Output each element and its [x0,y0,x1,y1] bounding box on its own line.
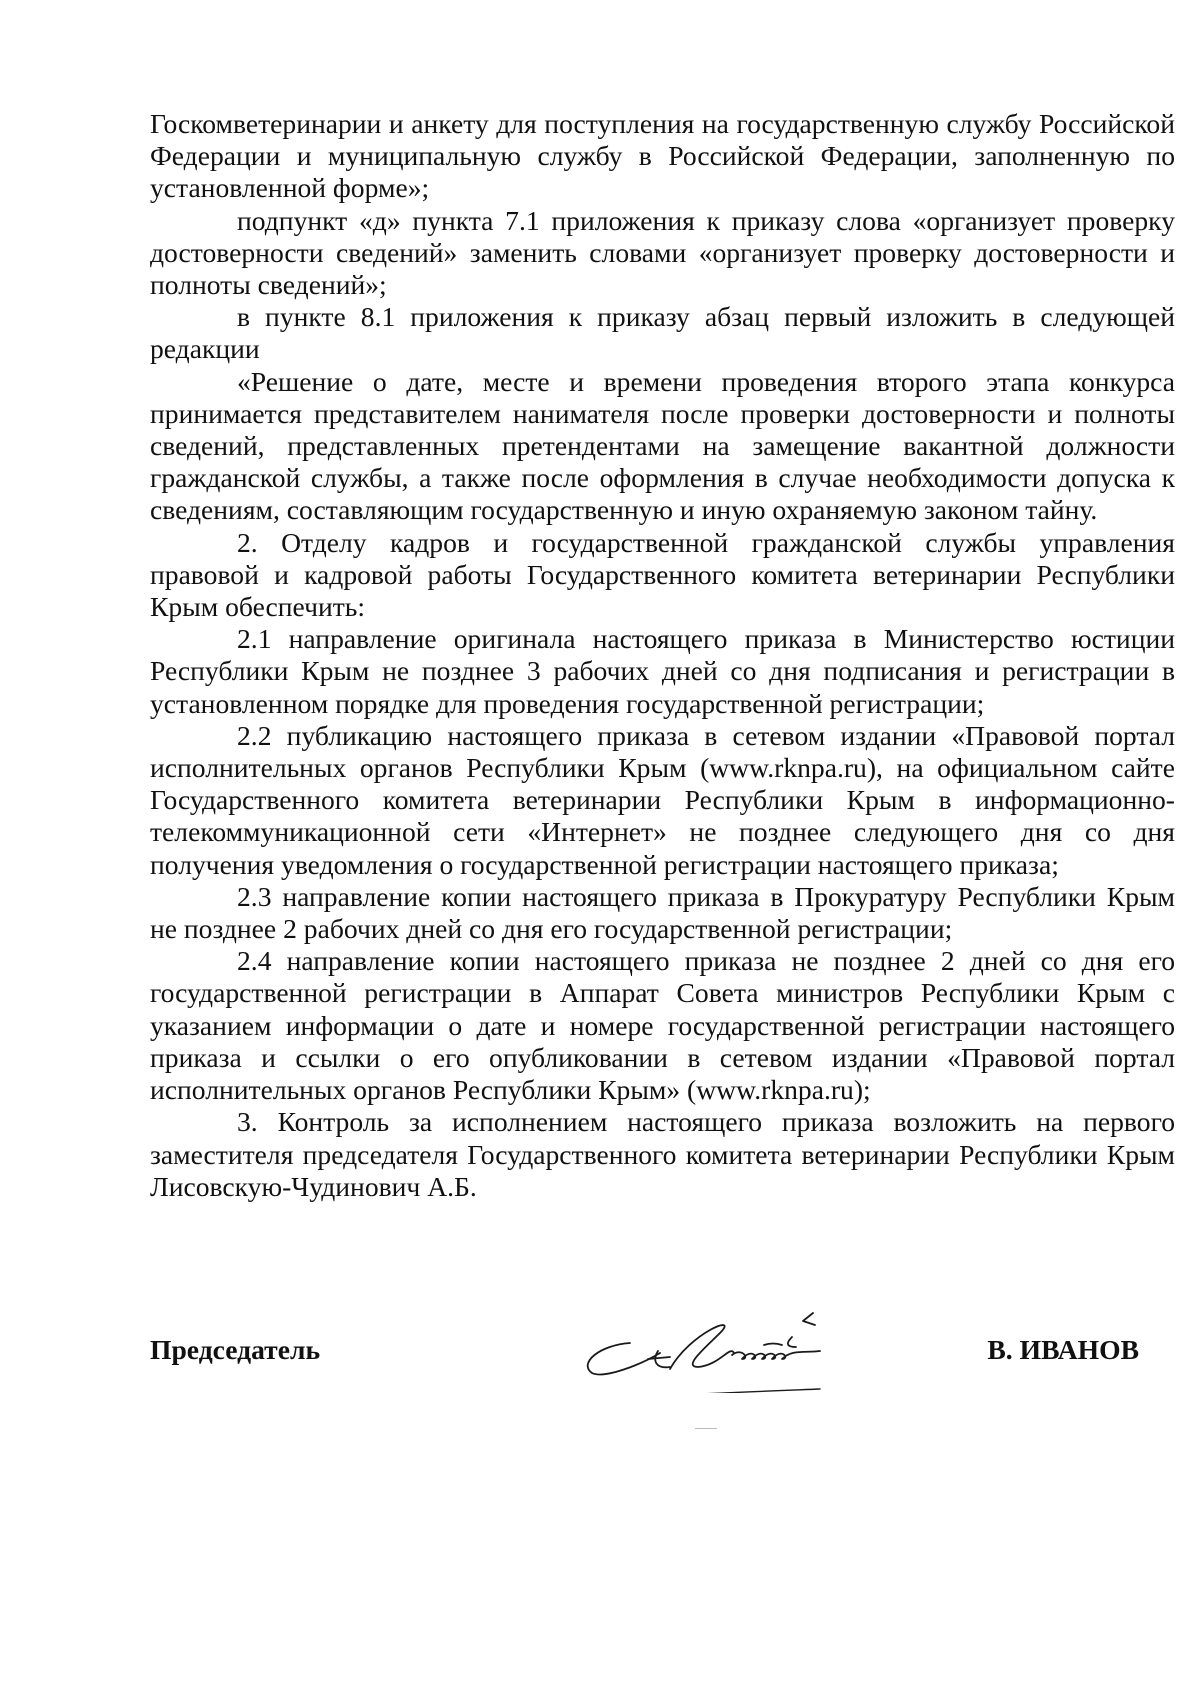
paragraph: 2.3 направление копии настоящего приказа в Прокуратуру Республики Крым не позднее 2 рабочих дней со дня его государственной регистрации; [150,880,1175,945]
paragraph: в пункте 8.1 приложения к приказу абзац первый изложить в следующей редакции [150,301,1175,365]
handwritten-signature [520,1293,880,1393]
signatory-name: В. ИВАНОВ [987,1334,1139,1365]
paragraph: 2.2 публикацию настоящего приказа в сетевом издании «Правовой портал исполнительных органов Республики Крым (www.rknpa.ru), на официальном сайте Государственного комитета ветеринарии Республики Крым в информационно-телекоммуникационной сети «Интернет» не позднее следующего дня со дня получения уведомления о государственной регистрации настоящего приказа; [150,719,1175,880]
paragraph: подпункт «д» пункта 7.1 приложения к приказу слова «организует проверку достоверности сведений» заменить словами «организует проверку достоверности и полноты сведений»; [150,204,1175,301]
paragraph: 2.4 направление копии настоящего приказа не позднее 2 дней со дня его государственной регистрации в Аппарат Совета министров Республики Крым с указанием информации о дате и номере государственной регистрации настоящего приказа и ссылки о его опубликовании в сетевом издании «Правовой портал исполнительных органов Республики Крым» (www.rknpa.ru); [150,945,1175,1106]
document-body [150,108,1175,1203]
paragraph: 3. Контроль за исполнением настоящего приказа возложить на первого заместителя председателя Государственного комитета ветеринарии Республики Крым Лисовскую-Чудинович А.Б. [150,1106,1175,1202]
paragraph: 2.1 направление оригинала настоящего приказа в Министерство юстиции Республики Крым не позднее 3 рабочих дней со дня подписания и регистрации в установленном порядке для проведения государственной регистрации; [150,623,1175,719]
signature-block [150,1326,1175,1406]
scan-artifact [695,1428,717,1429]
paragraph: 2. Отделу кадров и государственной гражданской службы управления правовой и кадровой работы Государственного комитета ветеринарии Республики Крым обеспечить: [150,526,1175,623]
paragraph: «Решение о дате, месте и времени проведения второго этапа конкурса принимается представителем нанимателя после проверки достоверности и полноты сведений, представленных претендентами на замещение вакантной должности гражданской службы, а также после оформления в случае необходимости допуска к сведениям, составляющим государственную и иную охраняемую законом тайну. [150,365,1175,526]
signatory-role: Председатель [150,1334,321,1365]
paragraph: Госкомветеринарии и анкету для поступления на государственную службу Российской Федерации и муниципальную службу в Российской Федерации, заполненную по установленной форме»; [150,108,1175,204]
